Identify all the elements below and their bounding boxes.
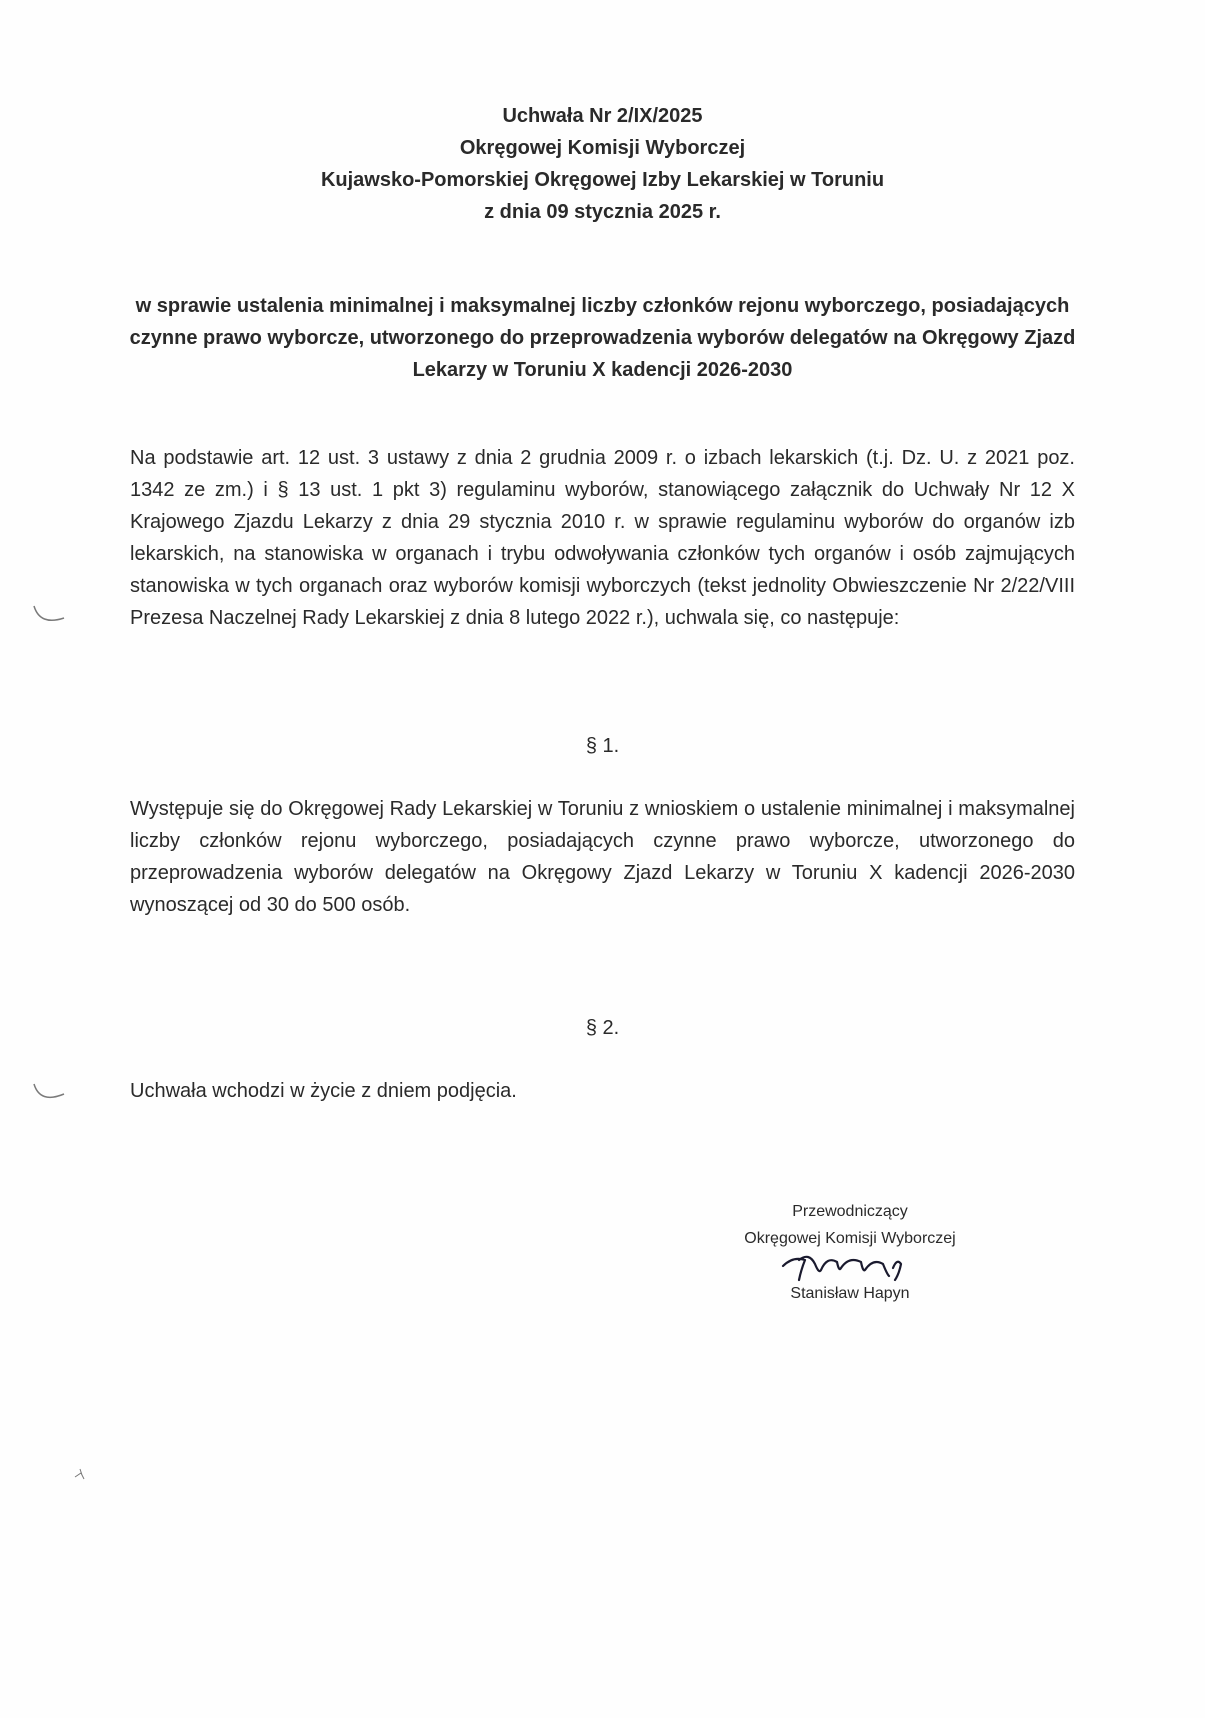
signatory-name: Stanisław Hapyn	[790, 1285, 910, 1302]
section-1-mark: § 1.	[585, 735, 620, 757]
legal-basis-paragraph: Na podstawie art. 12 ust. 3 ustawy z dnia 2 grudnia 2009 r. o izbach lekarskich (t.j. Dz. U. z 2021 poz. 1342 ze zm.) i § 13 ust. 1 pkt 3) regulaminu wyborów, stanowiącego załącznik do Uchwały Nr 12 X Krajowego Zjazdu Lekarzy z dnia 29 stycznia 2010 r. w sprawie regulaminu wyborów do organów izb lekarskich, na stanowiska w organach i trybu odwoływania członków tych organów i osób zajmujących stanowiska w tych organach oraz wyborów komisji wyborczych (tekst jednolity Obwieszczenie Nr 2/22/VIII Prezesa Naczelnej Rady Lekarskiej z dnia 8 lutego 2022 r.), uchwala się, co następuje:	[130, 447, 1075, 629]
resolution-number: Uchwała Nr 2/IX/2025	[502, 105, 703, 127]
section-1-text: Występuje się do Okręgowej Rady Lekarskiej w Toruniu z wnioskiem o ustalenie minimalnej i maksymalnej liczby członków rejonu wyborczego, posiadających czynne prawo wyborcze, utworzonego do przeprowadzenia wyborów delegatów na Okręgowy Zjazd Lekarzy w Toruniu X kadencji 2026-2030 wynoszącej od 30 do 500 osób.	[130, 798, 1075, 916]
commission-name: Okręgowej Komisji Wyborczej	[459, 137, 746, 159]
punch-hole-mark	[30, 600, 70, 630]
chamber-name: Kujawsko-Pomorskiej Okręgowej Izby Lekarskiej w Toruniu	[320, 169, 885, 191]
resolution-date: z dnia 09 stycznia 2025 r.	[484, 201, 721, 223]
punch-hole-mark	[30, 1078, 70, 1108]
section-2-text: Uchwała wchodzi w życie z dniem podjęcia.	[130, 1080, 517, 1102]
scan-speck	[72, 1465, 92, 1485]
signatory-title: Przewodniczący	[792, 1203, 908, 1220]
signatory-body: Okręgowej Komisji Wyborczej	[744, 1230, 956, 1247]
section-2-mark: § 2.	[585, 1017, 620, 1039]
resolution-subject: w sprawie ustalenia minimalnej i maksymalnej liczby członków rejonu wyborczego, posiadających czynne prawo wyborcze, utworzonego do przeprowadzenia wyborów delegatów na Okręgowy Zjazd Lekarzy w Toruniu X kadencji 2026-2030	[129, 295, 1076, 381]
resolution-header	[0, 100, 1205, 228]
handwritten-signature	[775, 1250, 925, 1290]
